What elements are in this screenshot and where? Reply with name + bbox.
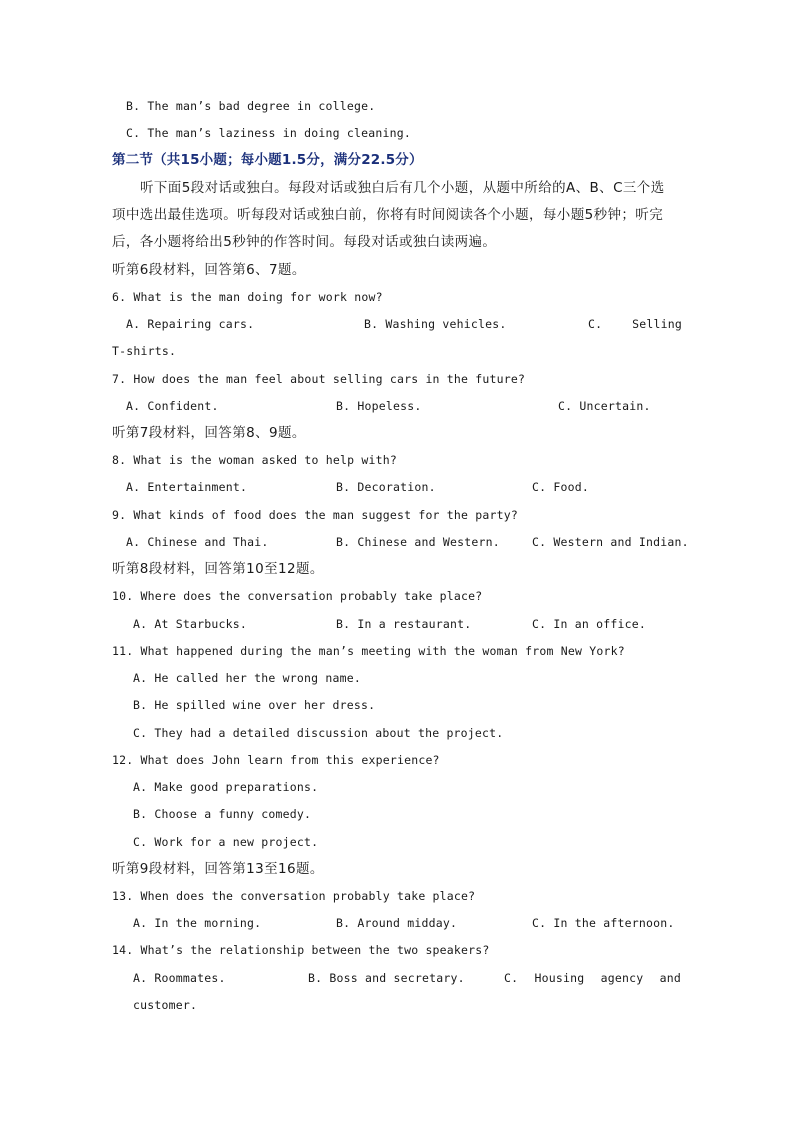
q13-option-c: C. In the afternoon.	[532, 916, 675, 930]
instructions-line-2: 项中选出最佳选项。听每段对话或独白前，你将有时间阅读各个小题，每小题5秒钟；听完	[112, 207, 664, 223]
q13-options	[133, 913, 703, 933]
q13-option-a: A. In the morning.	[133, 916, 262, 930]
q10-stem: 10. Where does the conversation probably take place?	[112, 589, 483, 603]
q14-stem: 14. What’s the relationship between the two speakers?	[112, 943, 490, 957]
q11-option-a: A. He called her the wrong name.	[133, 671, 361, 685]
q8-options	[126, 477, 696, 497]
q7-option-b: B. Hopeless.	[336, 399, 422, 413]
q7-stem: 7. How does the man feel about selling cars in the future?	[112, 372, 526, 386]
q9-stem: 9. What kinds of food does the man suggest for the party?	[112, 508, 519, 522]
prev-option-c: C. The man’s laziness in doing cleaning.	[126, 126, 411, 140]
q14-option-c-word: C.	[504, 971, 519, 985]
q11-option-c: C. They had a detailed discussion about the project.	[133, 726, 504, 740]
q14-option-c-word: and	[659, 971, 681, 985]
q6-options	[126, 314, 682, 334]
q7-options	[126, 396, 696, 416]
instructions-line-3: 后，各小题将给出5秒钟的作答时间。每段对话或独白读两遍。	[112, 234, 497, 250]
instructions-line-1: 听下面5段对话或独白。每段对话或独白后有几个小题，从题中所给的A、B、C三个选	[140, 180, 665, 196]
material-9-heading: 听第9段材料，回答第13至16题。	[112, 861, 324, 877]
q12-option-c: C. Work for a new project.	[133, 835, 319, 849]
q13-stem: 13. When does the conversation probably take place?	[112, 889, 476, 903]
q8-stem: 8. What is the woman asked to help with?	[112, 453, 397, 467]
q14-options	[133, 968, 681, 988]
q12-option-b: B. Choose a funny comedy.	[133, 807, 312, 821]
material-7-heading: 听第7段材料，回答第8、9题。	[112, 425, 306, 441]
q6-option-a: A. Repairing cars.	[126, 317, 255, 331]
q12-option-a: A. Make good preparations.	[133, 780, 319, 794]
q14-option-c-word: agency	[600, 971, 644, 985]
q7-option-c: C. Uncertain.	[558, 399, 651, 413]
q9-option-c: C. Western and Indian.	[532, 535, 689, 549]
q9-option-b: B. Chinese and Western.	[336, 535, 500, 549]
q6-stem: 6. What is the man doing for work now?	[112, 290, 383, 304]
q13-option-b: B. Around midday.	[336, 916, 458, 930]
q6-option-c-continued: T-shirts.	[112, 344, 177, 358]
q6-option-c-word: Selling	[632, 317, 682, 331]
q10-option-a: A. At Starbucks.	[133, 617, 247, 631]
material-8-heading: 听第8段材料，回答第10至12题。	[112, 561, 324, 577]
q7-option-a: A. Confident.	[126, 399, 219, 413]
q14-option-a: A. Roommates.	[133, 971, 226, 985]
q10-option-c: C. In an office.	[532, 617, 646, 631]
q14-option-c-word: Housing	[534, 971, 585, 985]
q10-option-b: B. In a restaurant.	[336, 617, 472, 631]
material-6-heading: 听第6段材料，回答第6、7题。	[112, 262, 306, 278]
section-title: 第二节（共15小题；每小题1.5分，满分22.5分）	[112, 152, 423, 168]
q14-option-c-continued: customer.	[133, 998, 198, 1012]
q8-option-c: C. Food.	[532, 480, 589, 494]
q14-option-c	[504, 968, 681, 988]
q8-option-b: B. Decoration.	[336, 480, 436, 494]
prev-option-b: B. The man’s bad degree in college.	[126, 99, 376, 113]
q14-option-b: B. Boss and secretary.	[308, 971, 465, 985]
q8-option-a: A. Entertainment.	[126, 480, 248, 494]
q9-option-a: A. Chinese and Thai.	[126, 535, 269, 549]
q12-stem: 12. What does John learn from this experience?	[112, 753, 440, 767]
q6-option-c-label: C.	[588, 317, 603, 331]
q10-options	[133, 614, 703, 634]
q6-option-b: B. Washing vehicles.	[364, 317, 507, 331]
q9-options	[126, 532, 696, 552]
q11-option-b: B. He spilled wine over her dress.	[133, 698, 376, 712]
q11-stem: 11. What happened during the man’s meeting with the woman from New York?	[112, 644, 625, 658]
